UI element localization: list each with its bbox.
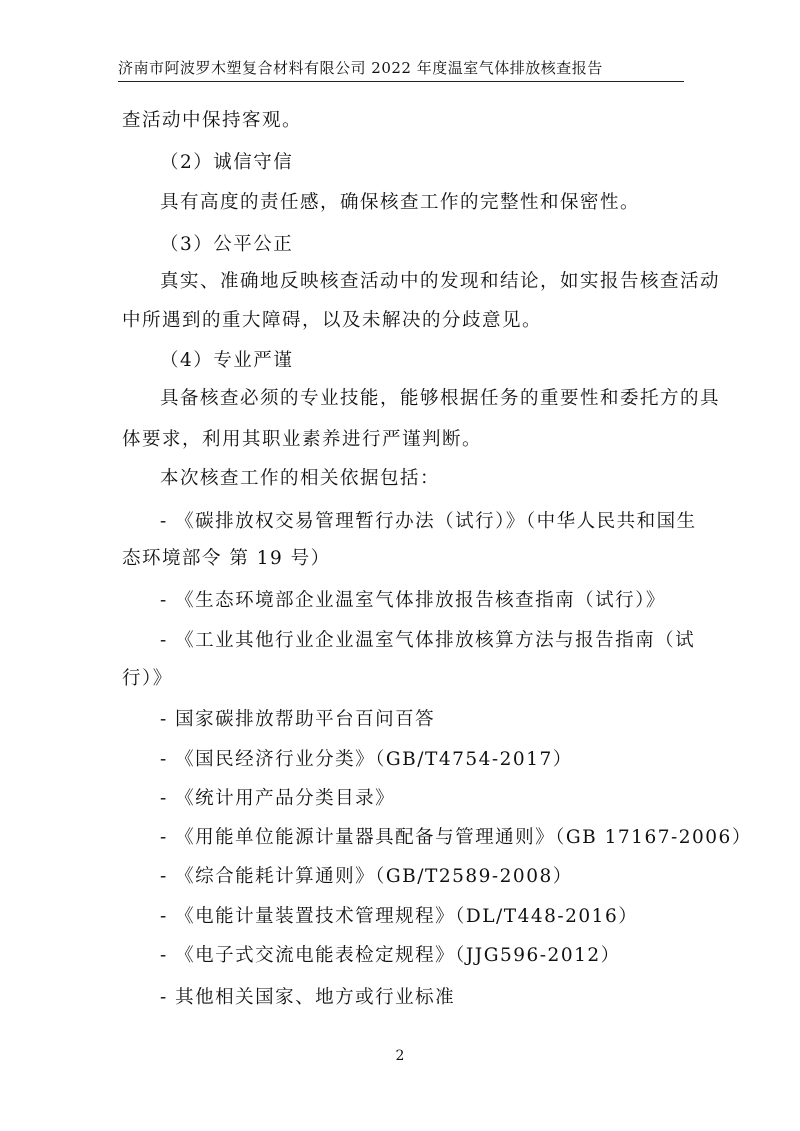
- page-number: 2: [395, 1048, 405, 1064]
- basis-list-item: - 其他相关国家、地方或行业标准: [160, 987, 456, 1008]
- page-header: 济南市阿波罗木塑复合材料有限公司 2022 年度温室气体排放核查报告: [118, 59, 603, 77]
- basis-intro: 本次核查工作的相关依据包括：: [160, 468, 441, 489]
- basis-list-item: - 《工业其他行业企业温室气体排放核算方法与报告指南（试: [160, 630, 696, 651]
- text-line: 具备核查必须的专业技能，能够根据任务的重要性和委托方的具: [160, 388, 721, 409]
- section-heading-integrity: （2）诚信守信: [160, 152, 294, 173]
- section-heading-fairness: （3）公平公正: [160, 234, 294, 255]
- basis-list-item: - 《电能计量装置技术管理规程》（DL/T448-2016）: [160, 906, 639, 927]
- basis-list-item: - 《用能单位能源计量器具配备与管理通则》（GB 17167-2006）: [160, 827, 752, 848]
- basis-list-item-continued: 态环境部令 第 19 号）: [122, 548, 331, 569]
- text-line: 具有高度的责任感，确保核查工作的完整性和保密性。: [160, 192, 641, 213]
- basis-list-item: - 《电子式交流电能表检定规程》（JJG596-2012）: [160, 945, 621, 966]
- basis-list-item: - 国家碳排放帮助平台百问百答: [160, 709, 436, 730]
- text-line: 中所遇到的重大障碍，以及未解决的分歧意见。: [122, 310, 543, 331]
- basis-list-item-continued: 行）》: [122, 668, 173, 689]
- header-rule: [118, 81, 684, 82]
- basis-list-item: - 《碳排放权交易管理暂行办法（试行）》（中华人民共和国生: [160, 511, 697, 532]
- text-line: 查活动中保持客观。: [122, 110, 303, 131]
- text-line: 真实、准确地反映核查活动中的发现和结论，如实报告核查活动: [160, 271, 721, 292]
- basis-list-item: - 《国民经济行业分类》（GB/T4754-2017）: [160, 749, 573, 770]
- basis-list-item: - 《综合能耗计算通则》（GB/T2589-2008）: [160, 866, 573, 887]
- basis-list-item: - 《统计用产品分类目录》: [160, 788, 396, 809]
- text-line: 体要求，利用其职业素养进行严谨判断。: [122, 429, 483, 450]
- basis-list-item: - 《生态环境部企业温室气体排放报告核查指南（试行）》: [160, 590, 666, 611]
- section-heading-rigor: （4）专业严谨: [160, 350, 294, 371]
